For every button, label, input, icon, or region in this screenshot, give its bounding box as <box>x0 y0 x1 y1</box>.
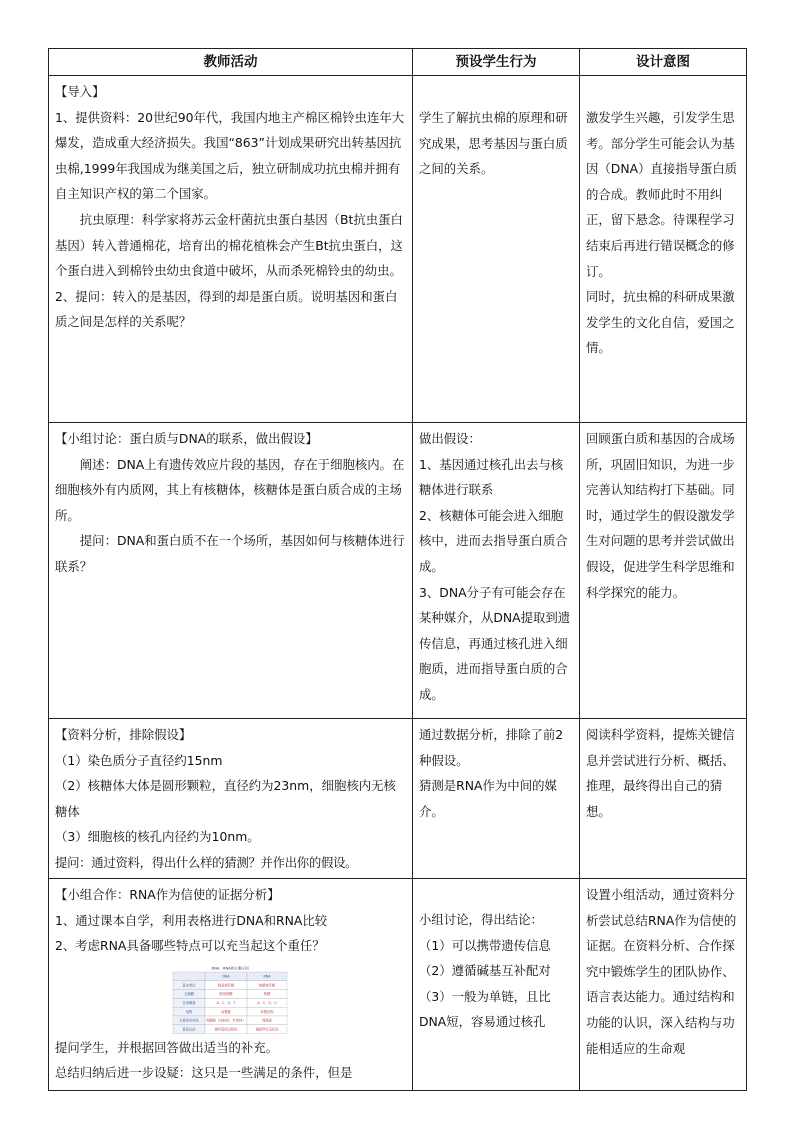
intent-cell <box>580 719 747 879</box>
paragraph: （2）核糖体大体是圆形颗粒，直径约为23nm，细胞核内无核糖体 <box>55 778 396 819</box>
paragraph: （3）细胞核的核孔内径约为10nm。 <box>55 829 260 845</box>
mini-table-cell: 核糖核苷酸 <box>258 983 276 988</box>
mini-table-cell: 遇吡罗红呈红色 <box>255 1027 279 1032</box>
paragraph: 激发学生兴趣，引发学生思考。部分学生可能会认为基因（DNA）直接指导蛋白质的合成。教师此时不用纠正，留下悬念。待课程学习结束后再进行错误概念的修订。 <box>586 110 738 279</box>
header-teacher-activity: 教师活动 <box>49 49 413 76</box>
header-student-behavior: 预设学生行为 <box>413 49 580 76</box>
paragraph: 1、提供资料：20世纪90年代，我国内地主产棉区棉铃虫连年大爆发，造成重大经济损失。我国“863”计划成果研究出转基因抗虫棉,1999年我国成为继美国之后，独立研制成功抗虫棉并拥有自主知识产权的第二个国家。 <box>55 109 405 202</box>
section-heading: 【小组讨论：蛋白质与DNA的联系，做出假设】 <box>55 431 318 446</box>
paragraph: 1、基因通过核孔出去与核糖体进行联系 <box>419 456 564 498</box>
paragraph: 同时，抗虫棉的科研成果激发学生的文化自信，爱国之情。 <box>586 289 735 356</box>
paragraph: 回顾蛋白质和基因的合成场所，巩固旧知识，为进一步完善认知结构打下基础。同时，通过学生的假设激发学生对问题的思考并尝试做出假设，促进学生科学思维和科学探究的能力。 <box>586 431 735 600</box>
table-row <box>49 76 747 423</box>
mini-table-cell: A、C、G、U <box>257 1000 277 1005</box>
intent-cell <box>580 879 747 1091</box>
paragraph: 2、核糖体可能会进入细胞核中，进而去指导蛋白质合成。 <box>419 507 568 574</box>
mini-table-title: DNA、RNA的主要区别 <box>211 966 249 971</box>
mini-table-cell: A、C、G、T <box>216 1000 236 1005</box>
table-row <box>49 423 747 719</box>
mini-table-cell: 显色反应 <box>182 1027 196 1032</box>
paragraph: 阅读科学资料，提炼关键信息并尝试进行分析、概括、推理，最终得出自己的猜想。 <box>586 727 735 819</box>
teacher-cell <box>49 879 413 1091</box>
mini-table-cell-bg <box>173 972 205 981</box>
mini-table-cell: 脱氧核糖 <box>219 991 233 996</box>
mini-table-cell: 脱氧核苷酸 <box>217 983 235 988</box>
paragraph: 2、考虑RNA具备哪些特点可以充当起这个重任？ <box>55 938 325 954</box>
paragraph: 提问：通过资料，得出什么样的猜测？并作出你的假设。 <box>55 854 358 870</box>
student-cell <box>413 879 580 1091</box>
section-heading: 【小组合作：RNA作为信使的证据分析】 <box>55 887 280 902</box>
mini-table-cell: DNA <box>222 974 230 979</box>
mini-table-cell: 五碳糖 <box>184 991 194 996</box>
student-cell <box>413 76 580 423</box>
mini-table-cell: 结构 <box>185 1009 193 1014</box>
paragraph: （3）一般为单链，且比DNA短，容易通过核孔 <box>419 988 551 1030</box>
paragraph: （2）遵循碱基互补配对 <box>419 963 551 979</box>
table-row <box>49 719 747 879</box>
paragraph: 3、DNA分子有可能会存在某种媒介，从DNA提取到遗传信息，再通过核孔进入细胞质，进而指导蛋白质的合成。 <box>419 584 571 702</box>
paragraph: 学生了解抗虫棉的原理和研究成果，思考基因与蛋白质之间的关系。 <box>419 110 568 177</box>
paragraph: （1）可以携带遗传信息 <box>419 937 551 953</box>
paragraph: 做出假设： <box>419 431 481 446</box>
intent-cell <box>580 423 747 719</box>
intent-cell <box>580 76 747 423</box>
mini-table-cell: 遇甲基绿呈绿色 <box>214 1027 238 1032</box>
paragraph: 阐述：DNA上有遗传效应片段的基因，存在于细胞核内。在细胞核外有内质网，其上有核糖体，核糖体是蛋白质合成的主场所。 <box>55 456 405 523</box>
student-cell <box>413 719 580 879</box>
section-heading: 【导入】 <box>55 84 105 99</box>
mini-table-cell: 单链结构 <box>260 1009 274 1014</box>
paragraph: 通过数据分析，排除了前2种假设。 <box>419 727 564 768</box>
section-heading: 【资料分析，排除假设】 <box>55 727 192 742</box>
lesson-plan-table <box>48 48 747 1091</box>
paragraph: 2、提问：转入的是基因，得到的却是蛋白质。说明基因和蛋白质之间是怎样的关系呢？ <box>55 288 398 330</box>
mini-table-cell: 细胞核（线粒体、叶绿体） <box>206 1018 246 1023</box>
header-design-intent: 设计意图 <box>580 49 747 76</box>
paragraph: 小组讨论，得出结论： <box>419 912 543 927</box>
mini-table-cell: 双螺旋 <box>221 1009 231 1014</box>
paragraph: 提问学生，并根据回答做出适当的补充。 <box>55 1039 279 1055</box>
mini-table-cell: 核糖 <box>263 991 271 996</box>
paragraph: （1）染色质分子直径约15nm <box>55 752 223 768</box>
mini-table-cell: 主要存在部位 <box>179 1018 199 1023</box>
paragraph: 抗虫原理：科学家将苏云金杆菌抗虫蛋白基因（Bt抗虫蛋白基因）转入普通棉花，培育出的棉花植株会产生Bt抗虫蛋白，这个蛋白进入到棉铃虫幼虫食道中破坏，从而杀死棉铃虫的幼虫。 <box>55 211 403 279</box>
teacher-cell <box>49 719 413 879</box>
paragraph: 1、通过课本自学，利用表格进行DNA和RNA比较 <box>55 912 328 928</box>
paragraph: 提问：DNA和蛋白质不在一个场所，基因如何与核糖体进行联系？ <box>55 533 405 574</box>
table-row <box>49 879 747 1091</box>
student-cell <box>413 423 580 719</box>
mini-table-cell: RNA <box>263 974 271 979</box>
teacher-cell <box>49 76 413 423</box>
mini-table-cell: 含氮碱基 <box>182 1000 196 1005</box>
mini-table-cell: 细胞质 <box>262 1018 272 1023</box>
header-row <box>49 49 747 76</box>
paragraph: 猜测是RNA作为中间的媒介。 <box>419 778 557 819</box>
mini-table-cell: 基本单位 <box>182 983 196 988</box>
paragraph: 设置小组活动，通过资料分析尝试总结RNA作为信使的证据。在资料分析、合作探究中锻炼学生的团队协作、语言表达能力。通过结构和功能的认识，深入结构与功能相适应的生命观 <box>586 887 737 1056</box>
teacher-cell <box>49 423 413 719</box>
paragraph: 总结归纳后进一步设疑：这只是一些满足的条件，但是 <box>55 1065 353 1081</box>
dna-rna-comparison-table <box>171 965 289 1032</box>
